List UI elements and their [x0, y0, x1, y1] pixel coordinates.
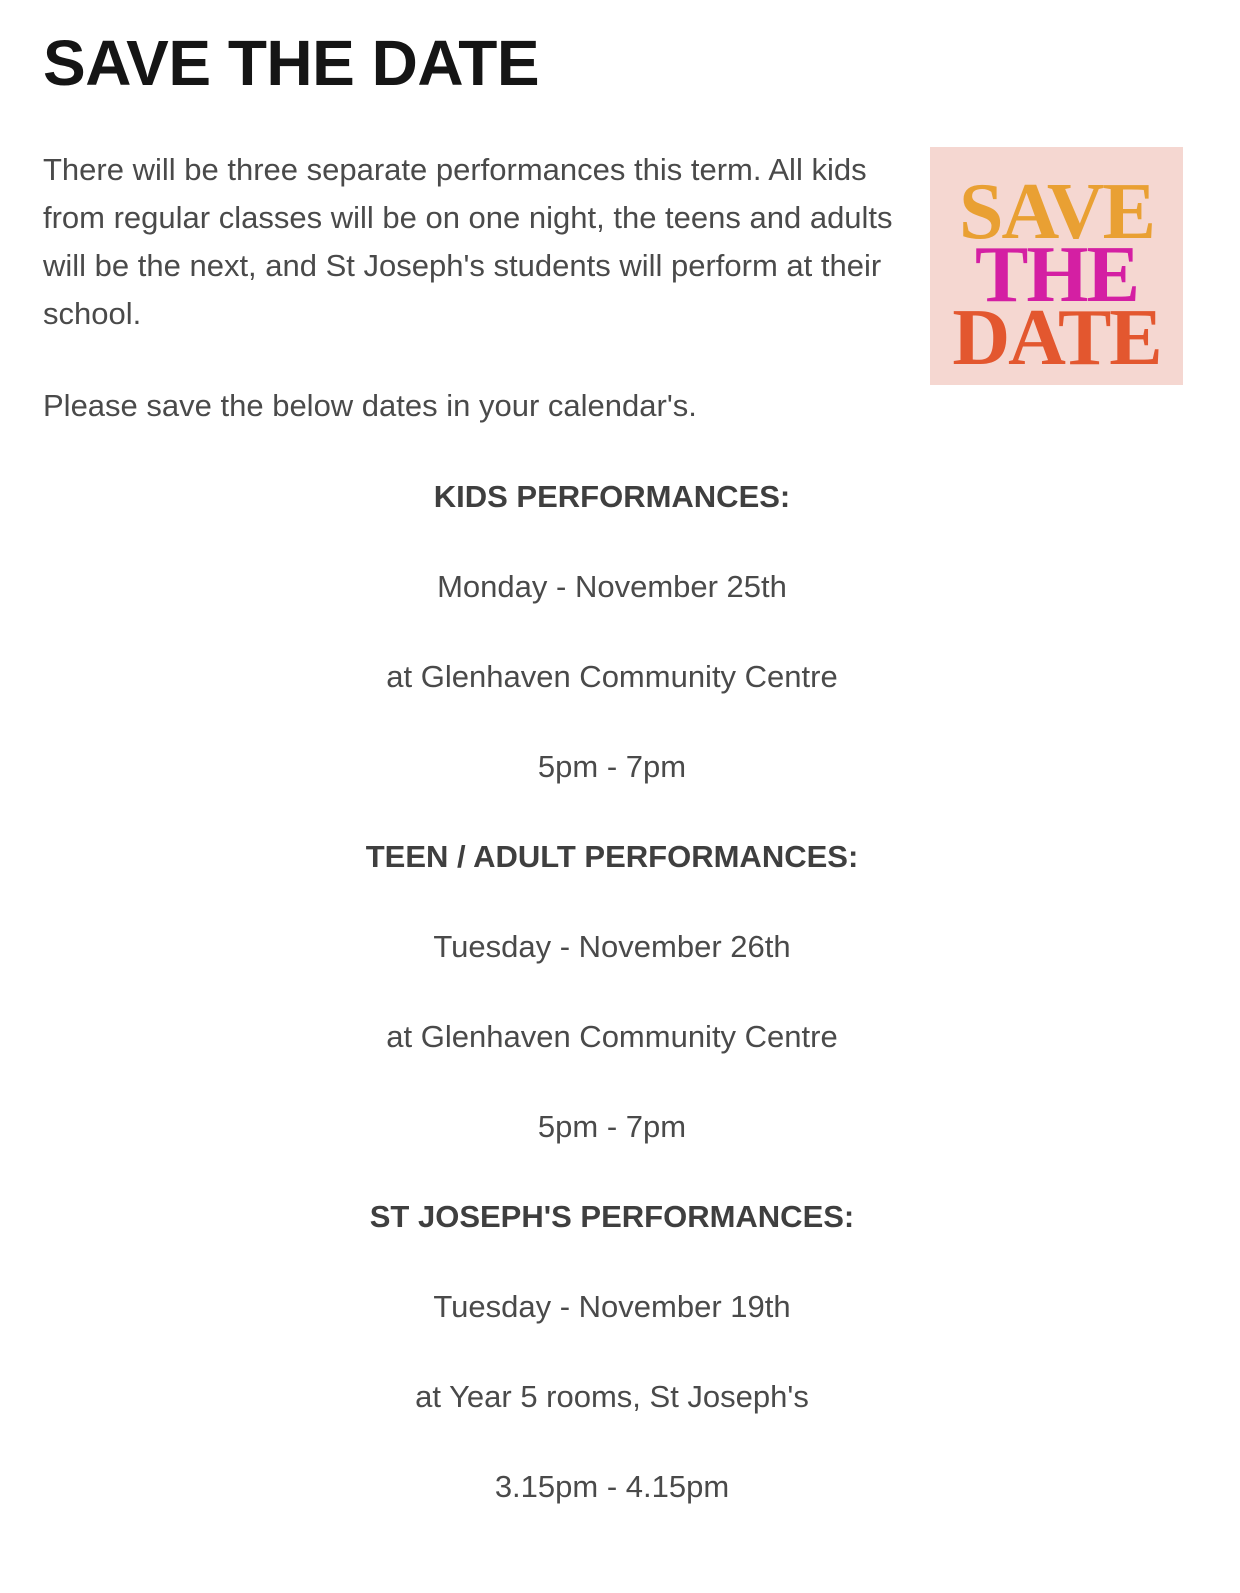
performance-day: Tuesday - November 26th: [433, 929, 791, 964]
intro-paragraph: There will be three separate performances this term. All kids from regular classes will be on one night, the teens and adults will be the next, and St Joseph's students will perform at their school.: [43, 152, 893, 331]
teen-adult-performance-section: [0, 830, 1224, 1190]
performance-time: 5pm - 7pm: [537, 1109, 687, 1144]
save-the-date-image: [930, 147, 1183, 385]
performance-time: 5pm - 7pm: [537, 749, 687, 784]
section-heading: TEEN / ADULT PERFORMANCES:: [365, 839, 859, 874]
kids-performance-section: [0, 470, 1224, 830]
performance-venue: at Year 5 rooms, St Joseph's: [415, 1379, 809, 1414]
save-dates-note: Please save the below dates in your calendar's.: [43, 388, 697, 423]
badge-line-date: DATE: [952, 294, 1161, 382]
performance-venue: at Glenhaven Community Centre: [386, 1019, 838, 1054]
performance-day: Monday - November 25th: [437, 569, 787, 604]
badge-line-save: SAVE: [958, 168, 1155, 256]
performance-venue: at Glenhaven Community Centre: [386, 659, 838, 694]
st-josephs-performance-section: [0, 1190, 1224, 1550]
performance-day: Tuesday - November 19th: [433, 1289, 791, 1324]
performance-schedule: [0, 470, 1224, 1550]
page-title: SAVE THE DATE: [43, 27, 540, 99]
performance-time: 3.15pm - 4.15pm: [494, 1469, 730, 1504]
badge-line-the: THE: [975, 231, 1138, 319]
section-heading: ST JOSEPH'S PERFORMANCES:: [369, 1199, 855, 1234]
section-heading: KIDS PERFORMANCES:: [433, 479, 791, 514]
